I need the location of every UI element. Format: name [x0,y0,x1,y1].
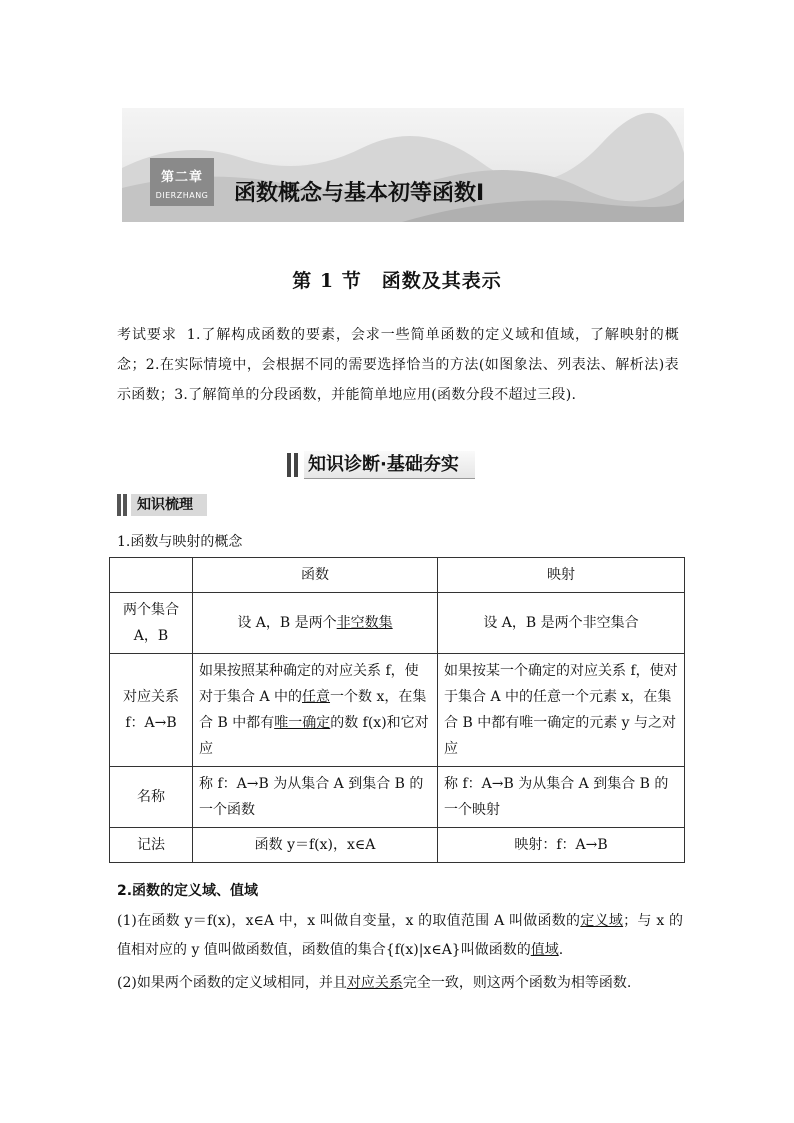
underlined-term: 非空数集 [336,615,393,631]
cell-mapping-correspondence: 如果按某一个确定的对应关系 f，使对于集合 A 中的任意一个元素 x，在集合 B 中都有唯一确定的元素 y 与之对应 [438,654,685,767]
cell-mapping-notation: 映射：f：A→B [438,828,685,863]
chapter-label: 第二章 [160,170,203,185]
header-cell-function: 函数 [193,558,438,593]
subhead-label: 知识梳理 [131,494,207,516]
table-row [110,654,685,767]
row-label-sets: 两个集合A，B [110,593,193,654]
chapter-badge [150,158,214,206]
requirements-text: 1.了解构成函数的要素，会求一些简单函数的定义域和值域，了解映射的概念；2.在实际情境中，会根据不同的需要选择恰当的方法(如图象法、列表法、解析法)表示函数；3.了解简单的分段函数，并能简单地应用(函数分段不超过三段). [117,327,679,403]
row-label-correspondence: 对应关系f：A→B [110,654,193,767]
cell-function-name: 称 f：A→B 为从集合 A 到集合 B 的一个函数 [193,767,438,828]
underlined-term: 值域 [530,942,559,958]
table-row [110,767,685,828]
header-cell-mapping: 映射 [438,558,685,593]
table-header-row [110,558,685,593]
section-band [287,451,507,478]
table-row [110,828,685,863]
table-row [110,593,685,654]
row-label-name: 名称 [110,767,193,828]
paragraph-equal-functions: (2)如果两个函数的定义域相同，并且对应关系完全一致，则这两个函数为相等函数. [117,975,632,991]
cell-mapping-name: 称 f：A→B 为从集合 A 到集合 B 的一个映射 [438,767,685,828]
header-cell-empty [110,558,193,593]
row-label-notation: 记法 [110,828,193,863]
cell-function-correspondence: 如果按照某种确定的对应关系 f，使对于集合 A 中的任意一个数 x，在集合 B 中都有唯一确定的数 f(x)和它对应 [193,654,438,767]
underlined-term: 唯一确定 [274,715,331,731]
function-mapping-table [109,557,685,863]
underlined-term: 对应关系 [346,975,403,991]
subhead [117,494,207,516]
cell-mapping-sets: 设 A，B 是两个非空集合 [438,593,685,654]
underlined-term: 定义域 [580,913,624,929]
underlined-term: 任意 [302,689,331,705]
chapter-pinyin: DIERZHANG [155,191,209,200]
cell-function-sets: 设 A，B 是两个非空数集 [193,593,438,654]
requirements-label: 考试要求 [117,327,177,343]
section-title: 第 1 节 函数及其表示 [292,270,502,292]
heading-function-mapping: 1.函数与映射的概念 [117,534,243,550]
heading-domain-range: 2.函数的定义域、值域 [117,883,259,899]
exam-requirements [117,320,679,410]
band-title: 知识诊断·基础夯实 [304,451,475,479]
paragraph-domain: (1)在函数 y＝f(x)，x∈A 中，x 叫做自变量，x 的取值范围 A 叫做函数的定义域；与 x 的值相对应的 y 值叫做函数值，函数值的集合{f(x)|x∈A}叫做函数的值域. [117,913,684,958]
chapter-title: 函数概念与基本初等函数Ⅰ [234,181,485,206]
cell-function-notation: 函数 y＝f(x)，x∈A [193,828,438,863]
